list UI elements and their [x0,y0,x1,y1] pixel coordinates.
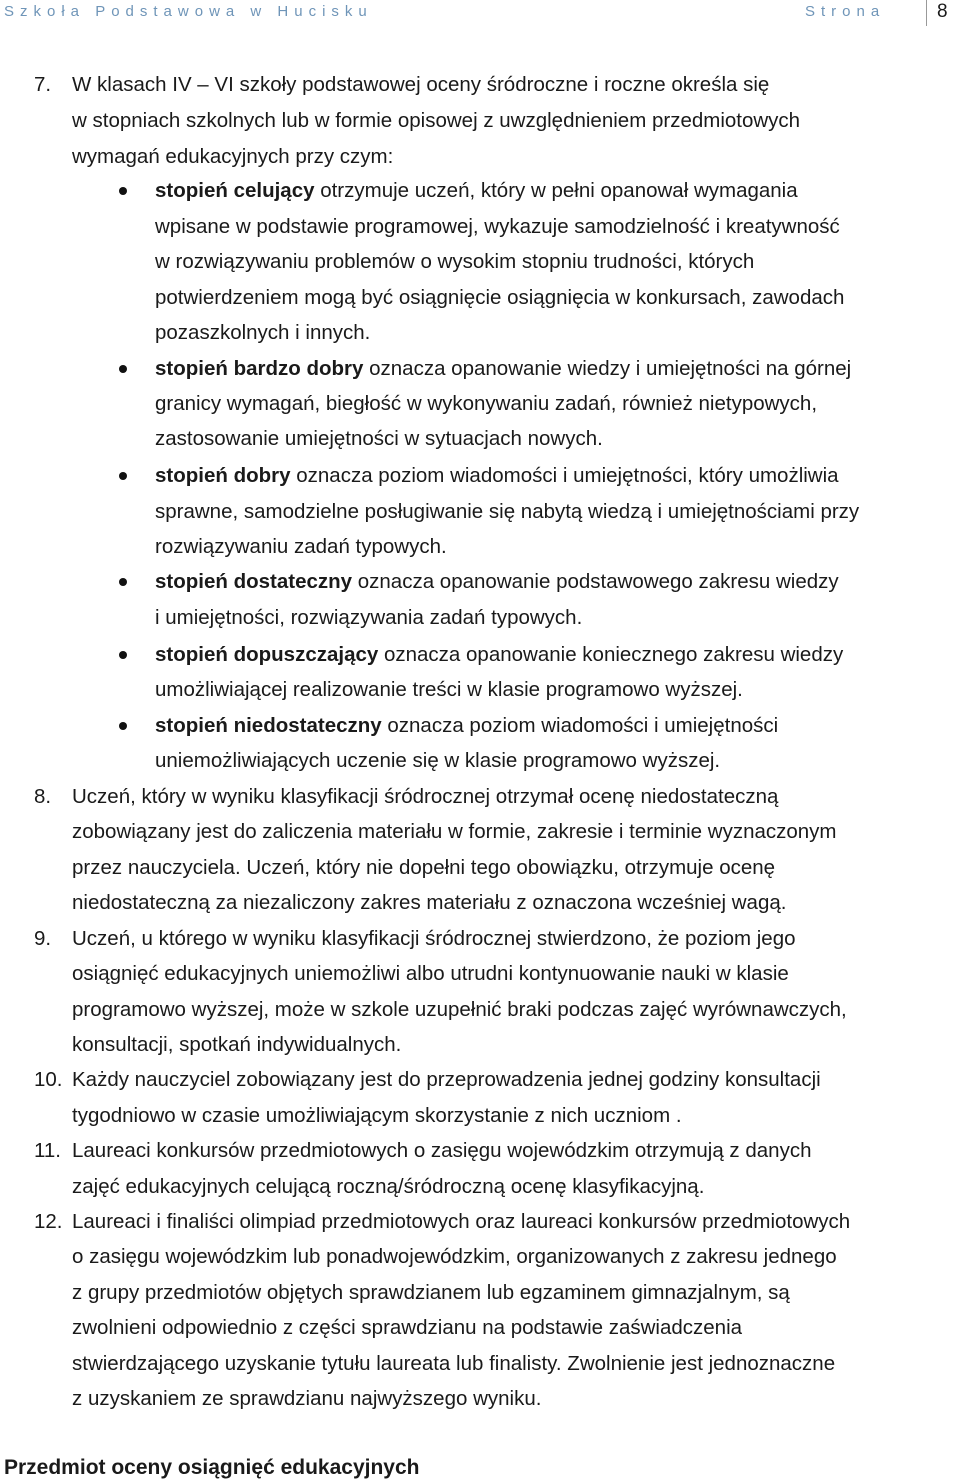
text-line: wymagań edukacyjnych przy czym: [72,145,394,168]
text-line [155,569,839,595]
grade-desc: oznacza opanowanie wiedzy i umiejętności na górnej [363,357,852,380]
grade-term: stopień dobry [155,464,291,487]
text-line: pozaszkolnych i innych. [155,321,371,344]
text-line: o zasięgu wojewódzkim lub ponadwojewódzkim, organizowanych z zakresu jednego [72,1245,837,1268]
text-line: Laureaci i finaliści olimpiad przedmiotowych oraz laureaci konkursów przedmiotowych [72,1210,851,1233]
bullet-dot [119,722,127,730]
text-line: w rozwiązywaniu problemów o wysokim stopniu trudności, których [155,250,755,273]
header-page-number: 8 [937,1,948,22]
text-line: Każdy nauczyciel zobowiązany jest do przeprowadzenia jednej godziny konsultacji [72,1068,821,1091]
text-line: z uzyskaniem ze sprawdzianu najwyższego wyniku. [72,1387,542,1410]
text-line: Uczeń, u którego w wyniku klasyfikacji śródrocznej stwierdzono, że poziom jego [72,927,796,950]
text-line [155,356,851,382]
text-line: uniemożliwiających uczenie się w klasie programowo wyższej. [155,749,721,772]
text-line: sprawne, samodzielne posługiwanie się nabytą wiedzą i umiejętnościami przy [155,500,860,523]
bullet-dot [119,365,127,373]
item-number: 7. [34,73,52,96]
grade-desc: oznacza opanowanie koniecznego zakresu wiedzy [378,643,844,666]
text-line: w stopniach szkolnych lub w formie opisowej z uwzględnieniem przedmiotowych [72,109,801,132]
header-page-label: Strona [805,3,886,20]
page-header [0,0,960,26]
header-divider [926,0,927,26]
text-line: wpisane w podstawie programowej, wykazuje samodzielność i kreatywność [155,215,840,238]
grade-term: stopień bardzo dobry [155,357,364,380]
text-line: potwierdzeniem mogą być osiągnięcie osiągnięcia w konkursach, zawodach [155,286,845,309]
text-line: z grupy przedmiotów objętych sprawdzianem lub egzaminem gimnazjalnym, są [72,1281,790,1304]
grade-term: stopień dopuszczający [155,643,379,666]
text-line [155,463,839,489]
header-school-name: Szkoła Podstawowa w Hucisku [4,3,373,20]
text-line: programowo wyższej, może w szkole uzupełnić braki podczas zajęć wyrównawczych, [72,998,847,1021]
text-line [155,178,798,204]
grade-term: stopień niedostateczny [155,714,382,737]
grade-term: stopień dostateczny [155,570,353,593]
text-line: Laureaci konkursów przedmiotowych o zasięgu wojewódzkim otrzymują z danych [72,1139,812,1162]
text-line [155,713,778,739]
text-line: granicy wymagań, biegłość w wykonywaniu zadań, również nietypowych, [155,392,818,415]
text-line: konsultacji, spotkań indywidualnych. [72,1033,402,1056]
text-line: Uczeń, który w wyniku klasyfikacji śródrocznej otrzymał ocenę niedostateczną [72,785,779,808]
grade-desc: oznacza poziom wiadomości i umiejętności, który umożliwia [290,464,839,487]
text-line: umożliwiającej realizowanie treści w klasie programowo wyższej. [155,678,743,701]
item-number: 8. [34,785,52,808]
text-line [155,642,843,668]
item-number: 9. [34,927,52,950]
bullet-dot [119,187,127,195]
text-line: i umiejętności, rozwiązywania zadań typowych. [155,606,583,629]
section-heading: Przedmiot oceny osiągnięć edukacyjnych [4,1456,420,1479]
grade-term: stopień celujący [155,179,315,202]
text-line: tygodniowo w czasie umożliwiającym skorzystanie z nich uczniom . [72,1104,682,1127]
text-line: W klasach IV – VI szkoły podstawowej oceny śródroczne i roczne określa się [72,73,770,96]
grade-desc: oznacza poziom wiadomości i umiejętności [381,714,779,737]
bullet-dot [119,578,127,586]
text-line: niedostateczną za niezaliczony zakres materiału z oznaczona wcześniej wagą. [72,891,787,914]
text-line: stwierdzającego uzyskanie tytułu laureata lub finalisty. Zwolnienie jest jednoznaczne [72,1352,836,1375]
item-number: 10. [34,1068,63,1091]
text-line: zastosowanie umiejętności w sytuacjach nowych. [155,427,603,450]
bullet-dot [119,651,127,659]
text-line: zobowiązany jest do zaliczenia materiału w formie, zakresie i terminie wyznaczonym [72,820,837,843]
grade-desc: otrzymuje uczeń, który w pełni opanował wymagania [314,179,798,202]
text-line: zajęć edukacyjnych celującą roczną/śródroczną ocenę klasyfikacyjną. [72,1175,705,1198]
grade-desc: oznacza opanowanie podstawowego zakresu wiedzy [352,570,839,593]
text-line: osiągnięć edukacyjnych uniemożliwi albo utrudni kontynuowanie nauki w klasie [72,962,789,985]
item-number: 11. [34,1139,61,1162]
text-line: przez nauczyciela. Uczeń, który nie dopełni tego obowiązku, otrzymuje ocenę [72,856,776,879]
text-line: zwolnieni odpowiednio z części sprawdzianu na podstawie zaświadczenia [72,1316,743,1339]
text-line: rozwiązywaniu zadań typowych. [155,535,447,558]
bullet-dot [119,472,127,480]
item-number: 12. [34,1210,63,1233]
